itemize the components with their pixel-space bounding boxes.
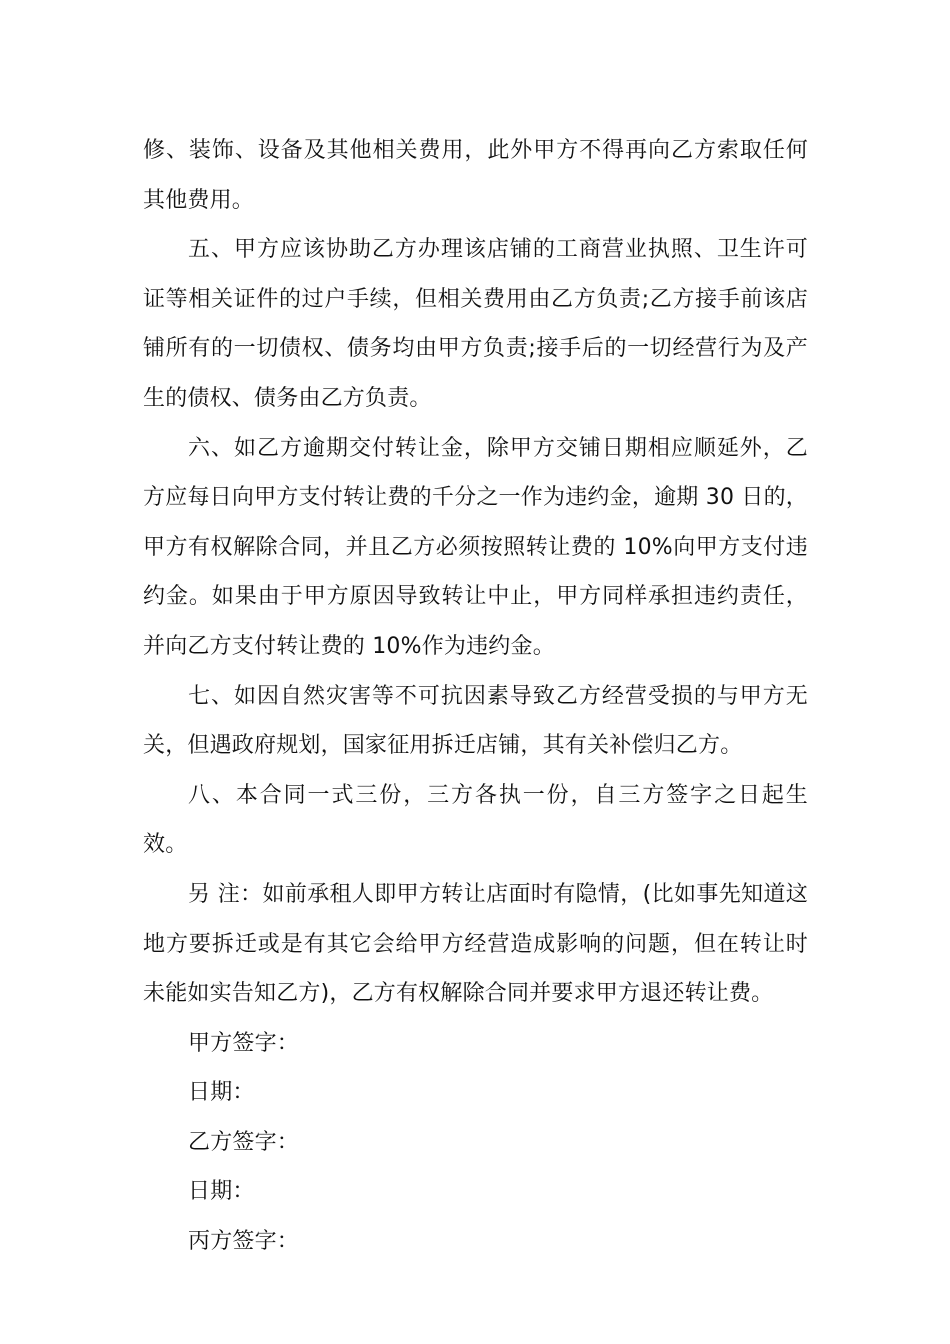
paragraph-clause-7: 七、如因自然灾害等不可抗因素导致乙方经营受损的与甲方无关，但遇政府规划，国家征用拆迁店铺，其有关补偿归乙方。: [143, 683, 808, 759]
paragraph-continuation: 修、装饰、设备及其他相关费用，此外甲方不得再向乙方索取任何其他费用。: [143, 138, 808, 213]
contract-body: [143, 126, 808, 1267]
signature-date-a-label: 日期：: [188, 1080, 255, 1106]
paragraph-clause-8: 八、本合同一式三份，三方各执一份，自三方签字之日起生效。: [143, 782, 808, 858]
paragraph-clause-6: 六、如乙方逾期交付转让金，除甲方交铺日期相应顺延外，乙方应每日向甲方支付转让费的千分之一作为违约金，逾期 30 日的，甲方有权解除合同，并且乙方必须按照转让费的 10%向甲方支付违约金。如果由于甲方原因导致转让中止，甲方同样承担违约责任，并向乙方支付转让费的 10%作为违约金。: [143, 435, 808, 659]
signature-block: [143, 1019, 808, 1267]
signature-date-b-label: 日期：: [188, 1179, 255, 1205]
paragraph-note: 另 注：如前承租人即甲方转让店面时有隐情，(比如事先知道这地方要拆迁或是有其它会给甲方经营造成影响的问题，但在转让时未能如实告知乙方)，乙方有权解除合同并要求甲方退还转让费。: [143, 881, 808, 1007]
paragraph-clause-5: 五、甲方应该协助乙方办理该店铺的工商营业执照、卫生许可证等相关证件的过户手续，但相关费用由乙方负责;乙方接手前该店铺所有的一切债权、债务均由甲方负责;接手后的一切经营行为及产生的债权、债务由乙方负责。: [143, 237, 808, 411]
signature-party-c-label: 丙方签字：: [188, 1229, 300, 1255]
signature-party-a-label: 甲方签字：: [188, 1030, 300, 1056]
signature-party-b-label: 乙方签字：: [188, 1129, 300, 1155]
